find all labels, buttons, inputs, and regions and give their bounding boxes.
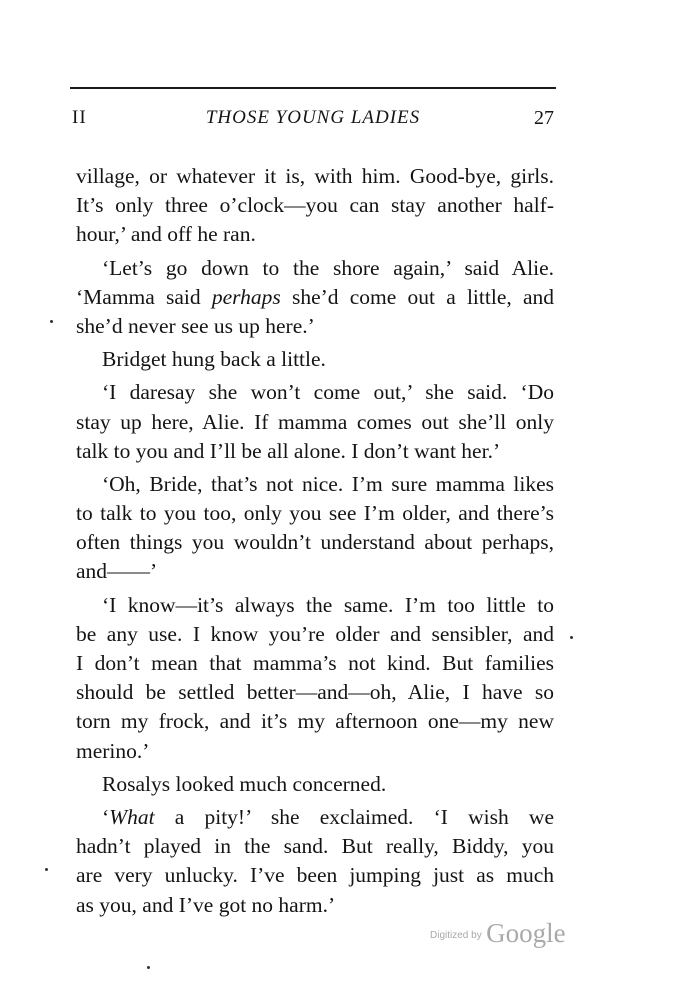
page-header <box>70 103 556 133</box>
text-line: I don’t mean that mamma’s not kind. But families <box>76 651 554 675</box>
text-line: should be settled better—and—oh, Alie, I have so <box>76 680 554 705</box>
text-line: ‘I daresay she won’t come out,’ she said. ‘Do <box>102 380 554 405</box>
scan-speck <box>45 868 48 871</box>
text-line: ‘What a pity!’ she exclaimed. ‘I wish we <box>102 804 554 829</box>
text-line: as you, and I’ve got no harm.’ <box>76 892 336 917</box>
text-line: It’s only three o’clock—you can stay another half- <box>76 193 554 218</box>
text-line: ‘Oh, Bride, that’s not nice. I’m sure mamma likes <box>102 471 554 496</box>
text-line: Bridget hung back a little. <box>102 347 326 372</box>
scan-speck <box>147 966 150 969</box>
body-text <box>76 162 554 920</box>
text-line: Rosalys looked much concerned. <box>102 771 387 796</box>
text-line: hadn’t played in the sand. But really, Biddy, you <box>76 834 554 859</box>
text-line: and——’ <box>76 559 158 584</box>
text-line: stay up here, Alie. If mamma comes out she’ll only <box>76 409 554 434</box>
watermark-prefix: Digitized by <box>430 930 482 941</box>
text-line: ‘I know—it’s always the same. I’m too little to <box>102 592 554 617</box>
chapter-number: II <box>72 107 87 128</box>
text-line: to talk to you too, only you see I’m older, and there’s <box>76 501 554 526</box>
text-line: are very unlucky. I’ve been jumping just as much <box>76 863 554 888</box>
text-line: village, or whatever it is, with him. Good-bye, girls. <box>76 164 554 188</box>
text-line: often things you wouldn’t understand about perhaps, <box>76 530 554 555</box>
text-line: hour,’ and off he ran. <box>76 222 256 247</box>
text-line: ‘Mamma said perhaps she’d come out a little, and <box>76 284 554 309</box>
text-line: be any use. I know you’re older and sensibler, and <box>76 621 554 646</box>
page-number: 27 <box>534 107 554 129</box>
text-line: she’d never see us up here.’ <box>76 313 315 338</box>
watermark-brand: Google <box>486 918 566 948</box>
header-rule <box>70 87 556 89</box>
italic-emphasis: perhaps <box>211 284 281 309</box>
digitized-by-google-watermark <box>430 918 566 949</box>
text-line: merino.’ <box>76 738 150 763</box>
italic-emphasis: What <box>109 804 155 829</box>
text-line: talk to you and I’ll be all alone. I don’t want her.’ <box>76 438 501 463</box>
running-title: THOSE YOUNG LADIES <box>205 107 421 128</box>
text-line: ‘Let’s go down to the shore again,’ said Alie. <box>102 255 554 280</box>
scan-speck <box>570 636 573 639</box>
scan-speck <box>50 320 53 323</box>
text-line: torn my frock, and it’s my afternoon one—my new <box>76 709 554 734</box>
